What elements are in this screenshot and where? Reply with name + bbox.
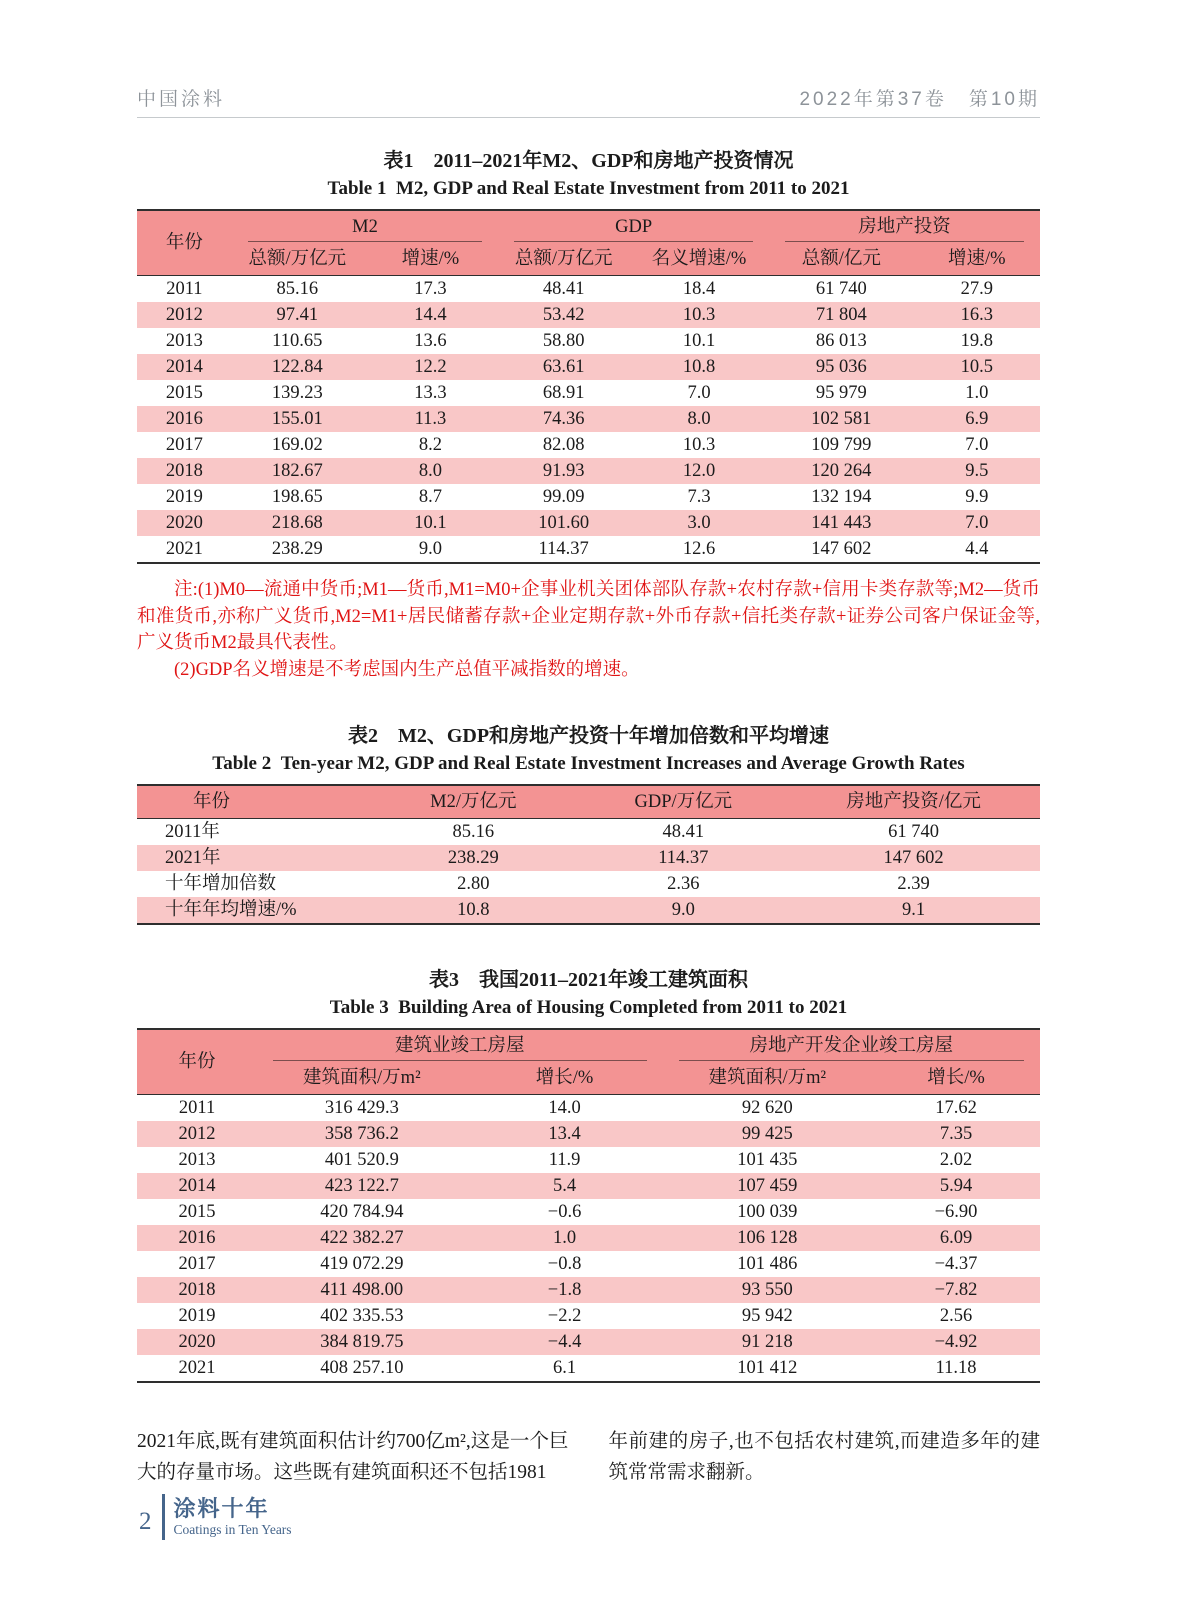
body-column-right — [609, 1427, 1041, 1488]
table-cell: 109 799 — [811, 434, 872, 455]
th-m2-total: 总额/万亿元 — [248, 249, 347, 269]
table-row — [137, 1199, 1040, 1225]
table1-footnote — [137, 577, 1040, 683]
page-footer — [139, 1494, 292, 1540]
series-title-en: Coatings in Ten Years — [173, 1521, 292, 1537]
th-realestate: 房地产投资/亿元 — [846, 792, 981, 812]
table-cell: 101 412 — [737, 1357, 798, 1378]
table1-body — [137, 276, 1040, 564]
table-cell: 十年增加倍数 — [165, 873, 277, 894]
th-group-m2: M2 — [232, 210, 498, 243]
table-row — [137, 1355, 1040, 1382]
table-cell: 17.3 — [414, 278, 447, 299]
table-cell: 16.3 — [960, 304, 993, 325]
table-cell: 10.3 — [682, 304, 716, 325]
table-cell: 139.23 — [271, 382, 323, 403]
table-cell: 68.91 — [542, 382, 585, 403]
table-cell: 141 443 — [811, 512, 872, 533]
table-row — [137, 1173, 1040, 1199]
table-cell: 63.61 — [542, 356, 585, 377]
table-cell: 2013 — [165, 330, 203, 351]
table-cell: 7.3 — [687, 486, 711, 507]
table-cell: 147 602 — [883, 847, 944, 868]
table-cell: 91 218 — [741, 1331, 793, 1352]
table-cell: 2013 — [178, 1149, 216, 1170]
table-cell: 7.0 — [965, 512, 989, 533]
table-cell: 402 335.53 — [320, 1305, 404, 1326]
table-cell: 10.1 — [682, 330, 716, 351]
table3-head — [137, 1029, 1040, 1095]
table-cell: 53.42 — [542, 304, 585, 325]
table2-title-en: Table 2 Ten-year M2, GDP and Real Estate Investment Increases and Average Growth Rates — [212, 753, 965, 774]
table-cell: −0.8 — [547, 1253, 582, 1274]
table-cell: 2012 — [165, 304, 203, 325]
table-cell: 169.02 — [271, 434, 323, 455]
table1-title-en: Table 1 M2, GDP and Real Estate Investment from 2011 to 2021 — [327, 178, 850, 199]
table-cell: 114.37 — [538, 538, 589, 559]
table-cell: 11.9 — [548, 1149, 581, 1170]
table-cell: 238.29 — [271, 538, 323, 559]
table-cell: 85.16 — [452, 821, 495, 842]
table-row — [137, 458, 1040, 484]
table2-section — [137, 719, 1040, 925]
table-cell: 2017 — [178, 1253, 216, 1274]
table2-title-zh: 表2 M2、GDP和房地产投资十年增加倍数和平均增速 — [347, 725, 830, 747]
table-cell: 48.41 — [542, 278, 585, 299]
table-cell: 12.2 — [414, 356, 447, 377]
table-cell: 100 039 — [737, 1201, 798, 1222]
table-cell: 2019 — [178, 1305, 216, 1326]
page-number: 2 — [139, 1508, 152, 1535]
table-cell: 61 740 — [888, 821, 939, 842]
th-con-area: 建筑面积/万m² — [303, 1068, 421, 1088]
th-group-realestate: 房地产投资 — [769, 210, 1040, 243]
table-row — [137, 845, 1040, 871]
table-row — [137, 1225, 1040, 1251]
table-cell: 422 382.27 — [320, 1227, 404, 1248]
table-cell: 132 194 — [811, 486, 872, 507]
table-tenyear-increase — [137, 784, 1040, 925]
table-cell: 61 740 — [815, 278, 867, 299]
th-re-total: 总额/亿元 — [801, 249, 881, 269]
th-year: 年份 — [193, 792, 231, 812]
table-cell: 101 435 — [737, 1149, 798, 1170]
body-paragraph-left: 2021年底,既有建筑面积估计约700亿m²,这是一个巨大的存量市场。这些既有建筑面积还不包括1981 — [137, 1431, 569, 1483]
table-cell: 2016 — [165, 408, 203, 429]
th-gdp: GDP/万亿元 — [634, 792, 733, 812]
th-dev-growth: 增长/% — [927, 1068, 985, 1088]
table2-body — [137, 819, 1040, 925]
table1-section — [137, 144, 1040, 564]
table-building-area — [137, 1028, 1040, 1383]
table-cell: 8.0 — [418, 460, 443, 481]
table-cell: 110.65 — [272, 330, 323, 351]
table-cell: 2.02 — [939, 1149, 973, 1170]
th-gdp-total: 总额/万亿元 — [514, 249, 613, 269]
table-cell: 92 620 — [741, 1097, 793, 1118]
table-cell: 106 128 — [737, 1227, 798, 1248]
table-cell: 2021年 — [165, 847, 221, 868]
table-cell: 12.0 — [682, 460, 716, 481]
table-cell: 218.68 — [271, 512, 323, 533]
table-cell: 19.8 — [960, 330, 993, 351]
th-year: 年份 — [178, 1052, 216, 1072]
table-row — [137, 1121, 1040, 1147]
footer-series — [174, 1497, 292, 1538]
table-cell: 2017 — [165, 434, 203, 455]
table-cell: 2014 — [178, 1175, 216, 1196]
table-cell: 114.37 — [658, 847, 709, 868]
table-cell: 2011 — [166, 278, 203, 299]
table-row — [137, 484, 1040, 510]
table-row — [137, 1251, 1040, 1277]
table-row — [137, 328, 1040, 354]
table-cell: 102 581 — [811, 408, 872, 429]
table-cell: 10.3 — [682, 434, 716, 455]
table-cell: 2015 — [165, 382, 203, 403]
table-cell: 1.0 — [965, 382, 989, 403]
th-group-developer: 房地产开发企业竣工房屋 — [663, 1029, 1040, 1062]
table-cell: 85.16 — [276, 278, 319, 299]
table-cell: 93 550 — [741, 1279, 793, 1300]
table-cell: 99.09 — [542, 486, 585, 507]
table-cell: −4.92 — [934, 1331, 978, 1352]
footer-divider — [162, 1494, 165, 1540]
table-cell: 2.39 — [897, 873, 930, 894]
table-cell: 6.09 — [939, 1227, 973, 1248]
table-cell: 71 804 — [815, 304, 867, 325]
table-cell: 408 257.10 — [320, 1357, 404, 1378]
th-group-construction: 建筑业竣工房屋 — [257, 1029, 662, 1062]
table-cell: 5.94 — [939, 1175, 973, 1196]
table-cell: 122.84 — [271, 356, 323, 377]
table-cell: 10.8 — [457, 899, 490, 920]
table-cell: 10.5 — [960, 356, 993, 377]
table-cell: 101 486 — [737, 1253, 798, 1274]
body-text — [137, 1427, 1040, 1488]
th-dev-area: 建筑面积/万m² — [708, 1068, 827, 1088]
table-cell: 411 498.00 — [320, 1279, 404, 1300]
table-cell: 82.08 — [542, 434, 585, 455]
table3-body — [137, 1095, 1040, 1383]
table-cell: 74.36 — [542, 408, 585, 429]
table-cell: 十年年均增速/% — [165, 899, 297, 920]
running-head — [137, 84, 1040, 118]
table-row — [137, 1329, 1040, 1355]
table-cell: 155.01 — [271, 408, 323, 429]
table-cell: 2011 — [178, 1097, 216, 1118]
table-row — [137, 354, 1040, 380]
table-cell: 419 072.29 — [320, 1253, 404, 1274]
series-title-zh: 涂料十年 — [173, 1495, 270, 1521]
table3-section — [137, 963, 1040, 1383]
table3-title-en: Table 3 Building Area of Housing Completed from 2011 to 2021 — [329, 997, 848, 1018]
table-row — [137, 536, 1040, 563]
th-re-growth: 增速/% — [947, 249, 1006, 269]
table-cell: 10.1 — [414, 512, 447, 533]
table-cell: 9.0 — [671, 899, 695, 920]
table-cell: 238.29 — [447, 847, 499, 868]
table-cell: 17.62 — [935, 1097, 977, 1118]
table-row — [137, 1147, 1040, 1173]
table-cell: 182.67 — [271, 460, 323, 481]
table-cell: 2012 — [178, 1123, 216, 1144]
table-cell: 11.3 — [414, 408, 447, 429]
th-gdp-growth: 名义增速/% — [651, 249, 747, 269]
table-cell: 316 429.3 — [324, 1097, 399, 1118]
table-cell: −0.6 — [547, 1201, 582, 1222]
table1-title-zh: 表1 2011–2021年M2、GDP和房地产投资情况 — [383, 150, 794, 172]
table-cell: 2018 — [165, 460, 203, 481]
table-cell: 9.0 — [418, 538, 443, 559]
table-cell: −7.82 — [934, 1279, 978, 1300]
table-cell: −2.2 — [547, 1305, 582, 1326]
table-row — [137, 1303, 1040, 1329]
table-cell: −4.4 — [547, 1331, 582, 1352]
table-cell: 120 264 — [811, 460, 872, 481]
table-m2-gdp-investment — [137, 209, 1040, 564]
table-cell: 2021 — [165, 538, 203, 559]
table-cell: 2.36 — [667, 873, 700, 894]
table-cell: 4.4 — [965, 538, 989, 559]
footnote-para2: (2)GDP名义增速是不考虑国内生产总值平减指数的增速。 — [174, 659, 640, 680]
table-row — [137, 1277, 1040, 1303]
table-cell: 2020 — [178, 1331, 216, 1352]
footnote-para1: 注:(1)M0—流通中货币;M1—货币,M1=M0+企事业机关团体部队存款+农村存款+信用卡类存款等;M2—货币和准货币,亦称广义货币,M2=M1+居民储蓄存款+企业定期存款+外币存款+信托类存款+证券公司客户保证金等,广义货币M2最具代表性。 — [137, 580, 1040, 653]
table-cell: 8.0 — [687, 408, 711, 429]
table-cell: 8.2 — [418, 434, 443, 455]
table-row — [137, 380, 1040, 406]
table-cell: 107 459 — [737, 1175, 798, 1196]
table-cell: −6.90 — [934, 1201, 978, 1222]
table-cell: 13.4 — [548, 1123, 581, 1144]
table-cell: 95 036 — [815, 356, 867, 377]
table-cell: 9.5 — [965, 460, 989, 481]
table-cell: 7.35 — [939, 1123, 973, 1144]
table-cell: 12.6 — [682, 538, 716, 559]
table-cell: 91.93 — [542, 460, 585, 481]
table-cell: 14.0 — [548, 1097, 581, 1118]
th-group-gdp: GDP — [498, 210, 769, 243]
table-cell: 2015 — [178, 1201, 216, 1222]
table-cell: 3.0 — [687, 512, 711, 533]
table-cell: 420 784.94 — [320, 1201, 404, 1222]
table-row — [137, 406, 1040, 432]
table-cell: 2014 — [165, 356, 203, 377]
table-cell: 86 013 — [815, 330, 867, 351]
table-cell: 27.9 — [960, 278, 993, 299]
issue-info: 2022年第37卷 第10期 — [799, 89, 1040, 110]
table-cell: 5.4 — [552, 1175, 577, 1196]
table-row — [137, 510, 1040, 536]
table-cell: 2019 — [165, 486, 203, 507]
table-cell: 6.1 — [552, 1357, 577, 1378]
th-year: 年份 — [165, 233, 203, 253]
table-cell: 1.0 — [552, 1227, 577, 1248]
table-cell: 9.1 — [902, 899, 926, 920]
table-cell: 2020 — [165, 512, 203, 533]
table-cell: 18.4 — [682, 278, 716, 299]
table-cell: 7.0 — [687, 382, 711, 403]
table-cell: 13.6 — [414, 330, 447, 351]
th-m2-growth: 增速/% — [401, 249, 460, 269]
table-cell: 2.80 — [457, 873, 490, 894]
table-cell: 198.65 — [271, 486, 323, 507]
table-cell: 13.3 — [414, 382, 447, 403]
th-m2: M2/万亿元 — [430, 792, 517, 812]
table2-head — [137, 785, 1040, 819]
table-cell: 384 819.75 — [320, 1331, 404, 1352]
table-cell: 7.0 — [965, 434, 989, 455]
table-cell: 2021 — [178, 1357, 216, 1378]
body-paragraph-right: 年前建的房子,也不包括农村建筑,而建造多年的建筑常常需求翻新。 — [608, 1431, 1040, 1483]
table-cell: 95 942 — [741, 1305, 793, 1326]
table-cell: 147 602 — [811, 538, 872, 559]
table-cell: 58.80 — [542, 330, 585, 351]
table-cell: 2016 — [178, 1227, 216, 1248]
table-cell: 2018 — [178, 1279, 216, 1300]
table-row — [137, 276, 1040, 303]
table-cell: 6.9 — [965, 408, 989, 429]
th-con-growth: 增长/% — [535, 1068, 594, 1088]
table-cell: 358 736.2 — [324, 1123, 399, 1144]
journal-name: 中国涂料 — [137, 89, 226, 110]
table-cell: 11.18 — [935, 1357, 977, 1378]
table-row — [137, 871, 1040, 897]
table3-title-zh: 表3 我国2011–2021年竣工建筑面积 — [429, 969, 748, 991]
table-cell: 9.9 — [965, 486, 989, 507]
table1-head — [137, 210, 1040, 276]
table-cell: 14.4 — [414, 304, 447, 325]
table-row — [137, 897, 1040, 924]
body-column-left — [137, 1427, 569, 1488]
table-row — [137, 1095, 1040, 1122]
table-cell: 401 520.9 — [324, 1149, 399, 1170]
table-cell: 2011年 — [165, 821, 220, 842]
table-row — [137, 302, 1040, 328]
table-row — [137, 819, 1040, 846]
table-cell: −1.8 — [547, 1279, 582, 1300]
table-cell: 101.60 — [538, 512, 590, 533]
table-cell: 10.8 — [682, 356, 716, 377]
table-row — [137, 432, 1040, 458]
table-cell: 8.7 — [418, 486, 443, 507]
table-cell: 423 122.7 — [324, 1175, 399, 1196]
table-cell: −4.37 — [934, 1253, 978, 1274]
table-cell: 48.41 — [662, 821, 705, 842]
table-cell: 95 979 — [815, 382, 867, 403]
table-cell: 2.56 — [939, 1305, 973, 1326]
table-cell: 97.41 — [276, 304, 319, 325]
table-cell: 99 425 — [741, 1123, 793, 1144]
